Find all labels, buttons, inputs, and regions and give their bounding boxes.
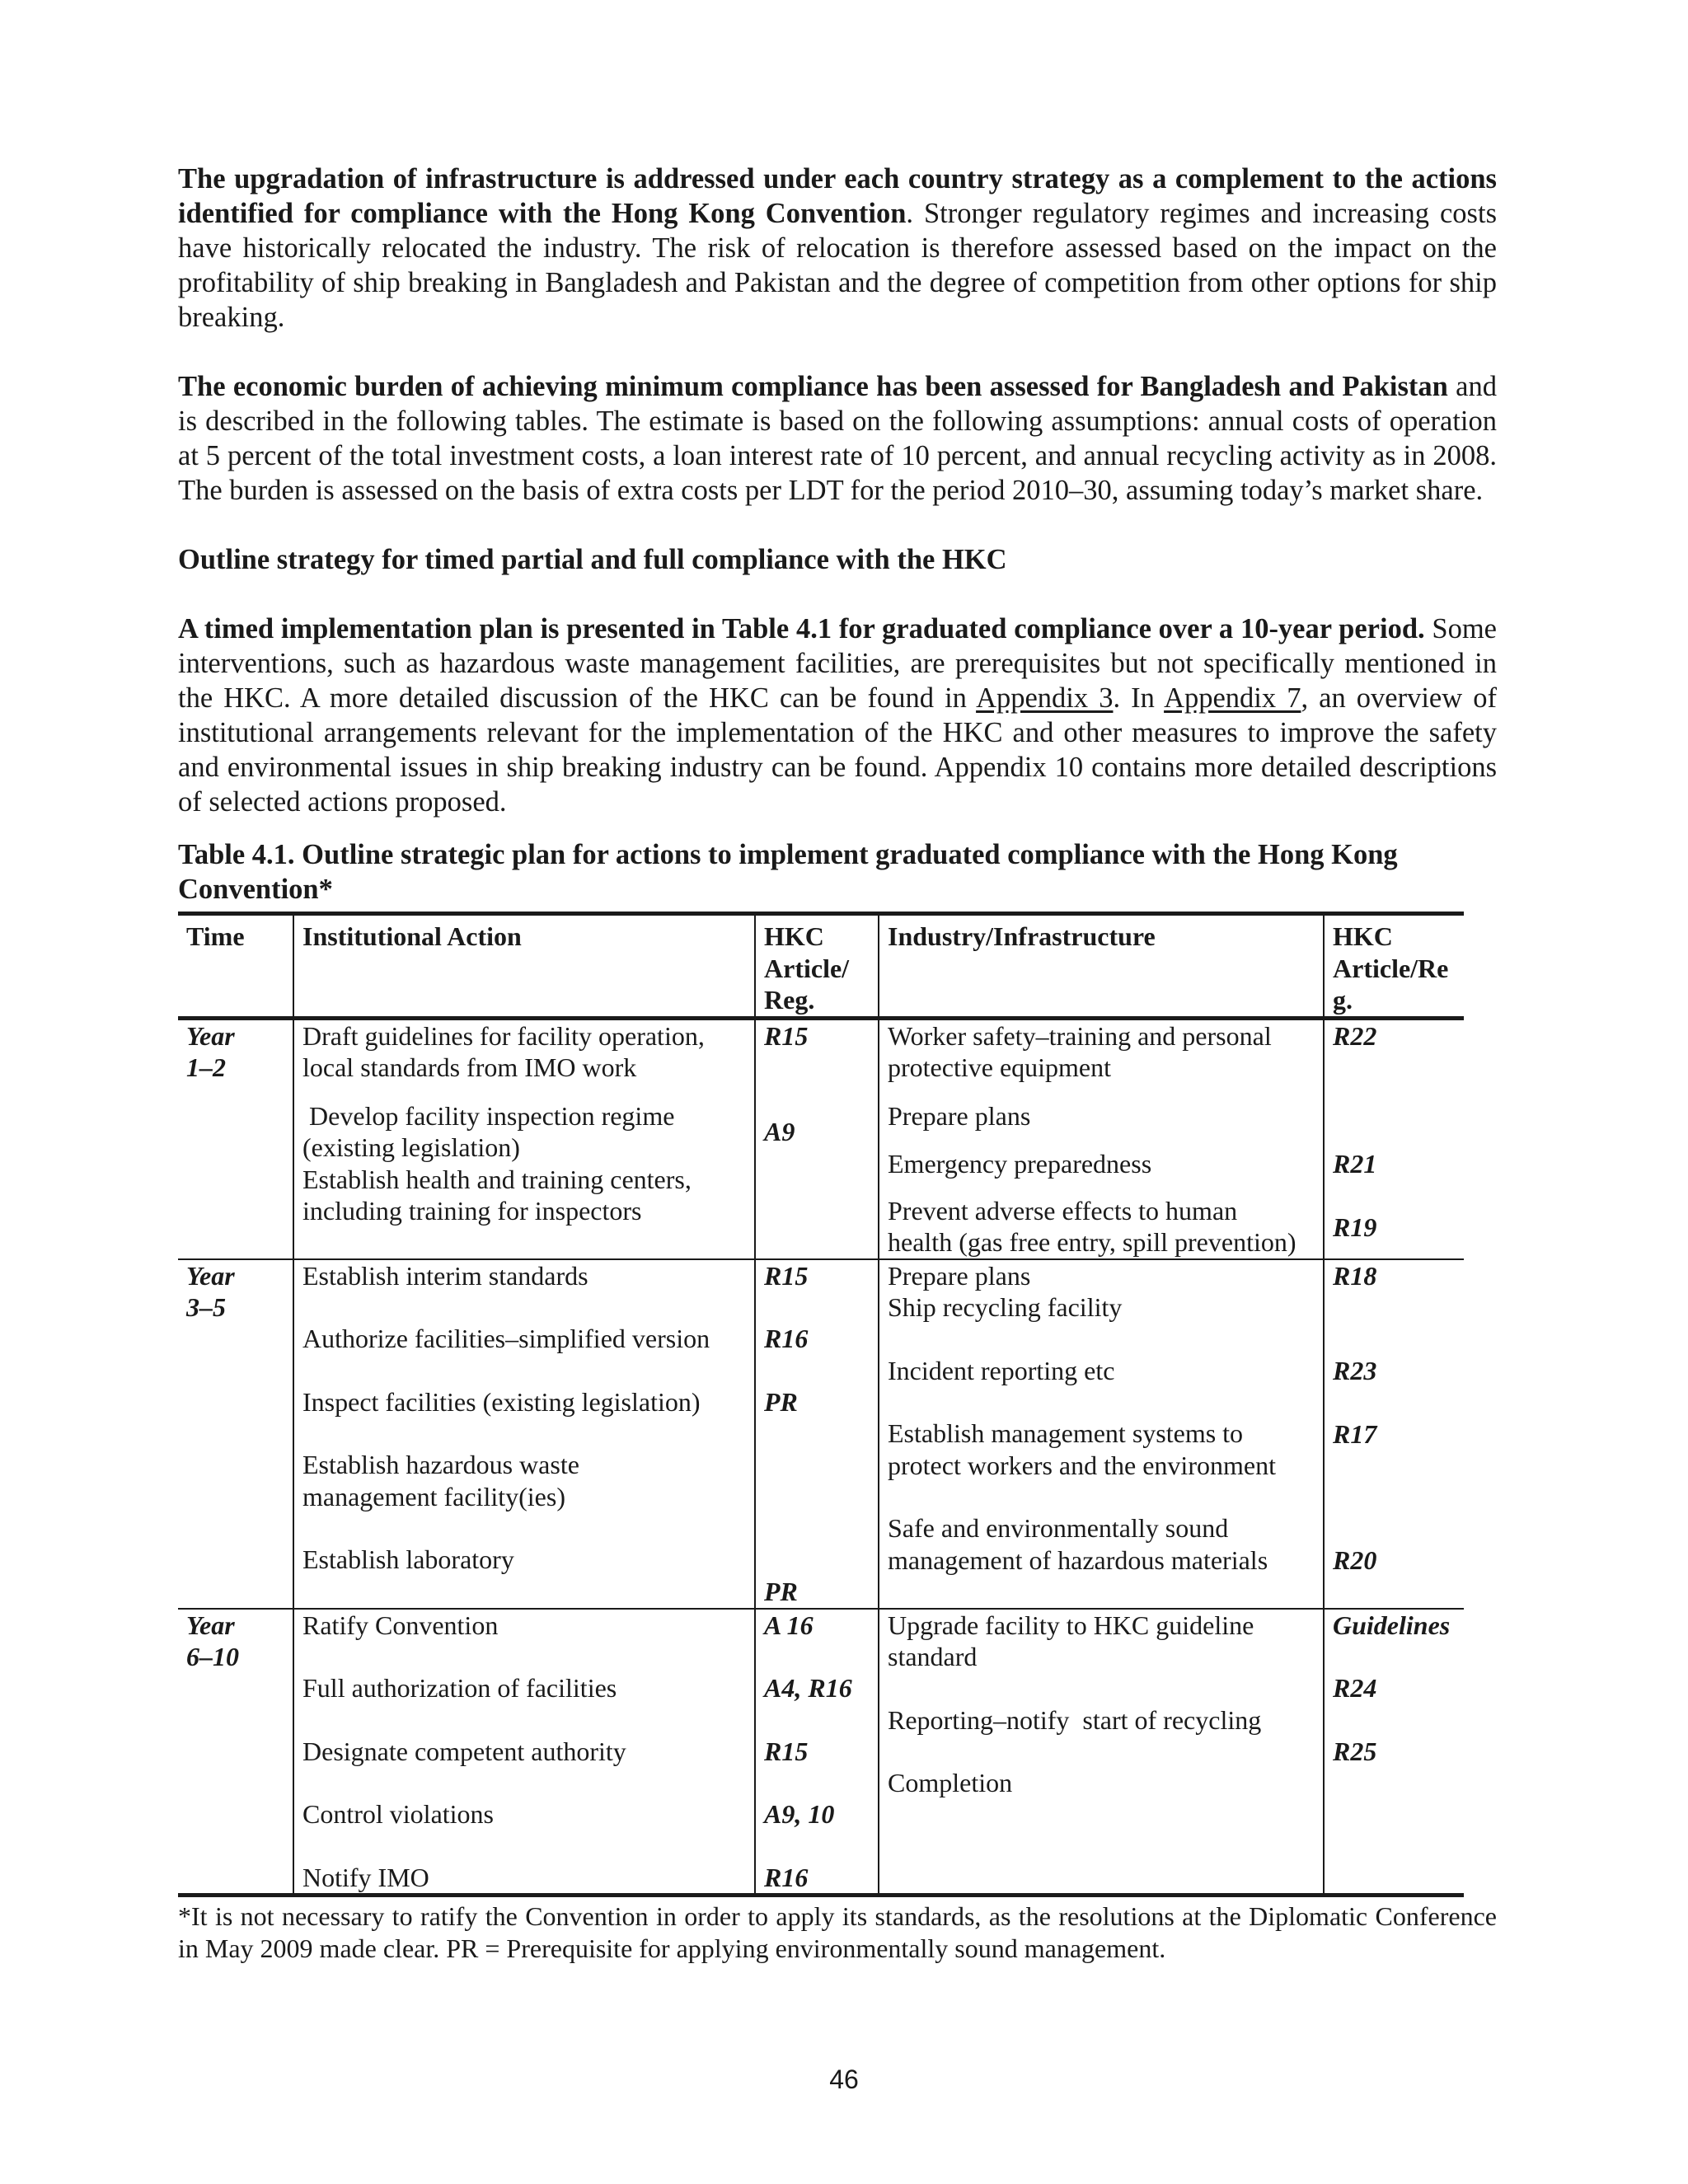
hkc-reference: R17 bbox=[1333, 1418, 1377, 1449]
industry-cell bbox=[879, 1259, 1324, 1609]
hkc-reference: R23 bbox=[1333, 1356, 1377, 1385]
institutional-action: management facility(ies) bbox=[302, 1481, 565, 1511]
table-row bbox=[178, 1259, 1464, 1609]
header-hkc1-line: Reg. bbox=[764, 985, 815, 1015]
industry-action: Emergency preparedness bbox=[888, 1149, 1152, 1179]
institutional-action: including training for inspectors bbox=[302, 1196, 642, 1226]
institutional-action: Develop facility inspection regime bbox=[302, 1100, 675, 1131]
page-number: 46 bbox=[829, 2064, 859, 2094]
page-body bbox=[178, 162, 1497, 1965]
industry-action: protect workers and the environment bbox=[888, 1450, 1276, 1480]
institutional-cell bbox=[293, 1259, 755, 1609]
table-group-year-6-10 bbox=[178, 1609, 1464, 1896]
table-header-row bbox=[178, 914, 1464, 1019]
hkc-ref-cell-2 bbox=[1324, 1259, 1464, 1609]
industry-action: protective equipment bbox=[888, 1052, 1112, 1082]
paragraph-implementation-plan-bold: A timed implementation plan is presented in Table 4.1 for graduated compliance over a 10-year period. bbox=[178, 613, 1425, 644]
hkc-reference: R25 bbox=[1333, 1736, 1377, 1766]
time-range: 1–2 bbox=[186, 1052, 226, 1082]
hkc-reference: R19 bbox=[1333, 1212, 1377, 1242]
header-hkc1-line: HKC bbox=[764, 921, 824, 951]
header-hkc2-line: Article/Re bbox=[1333, 953, 1449, 983]
industry-action: Prepare plans bbox=[888, 1100, 1031, 1131]
hkc-ref-cell bbox=[755, 1259, 879, 1609]
paragraph-implementation-plan-text-a: Some interventions, such as hazardous waste management facilities, are prerequisites but not specifically mentioned in the HKC. A more detailed discussion of the HKC can be found in bbox=[178, 613, 1497, 714]
industry-cell bbox=[879, 1018, 1324, 1259]
header-time: Time bbox=[186, 921, 245, 951]
institutional-action: local standards from IMO work bbox=[302, 1052, 637, 1082]
industry-action: Safe and environmentally sound bbox=[888, 1513, 1229, 1543]
table-row bbox=[178, 1609, 1464, 1896]
header-hkc2-line: g. bbox=[1333, 985, 1353, 1015]
hkc-ref-cell-2 bbox=[1324, 1609, 1464, 1896]
hkc-reference: R15 bbox=[764, 1260, 809, 1291]
hkc-reference: R20 bbox=[1333, 1545, 1377, 1575]
table-footnote: *It is not necessary to ratify the Convention in order to apply its standards, as the resolutions at the Diplomatic Conference in May 2009 made clear. PR = Prerequisite for applying environmentally sound management. bbox=[178, 1901, 1497, 1963]
time-cell bbox=[178, 1609, 293, 1896]
paragraph-upgradation bbox=[178, 162, 1497, 335]
hkc-reference: R21 bbox=[1333, 1149, 1377, 1179]
hkc-reference: R22 bbox=[1333, 1020, 1377, 1051]
table-group-year-3-5 bbox=[178, 1259, 1464, 1609]
hkc-reference: A9 bbox=[764, 1117, 795, 1146]
hkc-reference: A4, R16 bbox=[764, 1673, 852, 1703]
industry-action: Establish management systems to bbox=[888, 1418, 1244, 1448]
hkc-reference: Guidelines bbox=[1333, 1610, 1451, 1640]
industry-action: standard bbox=[888, 1642, 978, 1671]
industry-action: health (gas free entry, spill prevention) bbox=[888, 1227, 1296, 1257]
hkc-reference: R16 bbox=[764, 1324, 809, 1353]
hkc-reference: R16 bbox=[764, 1862, 809, 1892]
header-hkc2-line: HKC bbox=[1333, 921, 1393, 951]
institutional-action: Designate competent authority bbox=[302, 1736, 626, 1766]
time-cell bbox=[178, 1018, 293, 1259]
paragraph-economic-burden bbox=[178, 369, 1497, 508]
institutional-action: Control violations bbox=[302, 1799, 494, 1829]
institutional-action: Establish laboratory bbox=[302, 1544, 514, 1574]
hkc-ref-cell bbox=[755, 1609, 879, 1896]
section-heading-text: Outline strategy for timed partial and full compliance with the HKC bbox=[178, 544, 1007, 575]
appendix-3-link[interactable]: Appendix 3 bbox=[976, 682, 1114, 714]
hkc-reference: R18 bbox=[1333, 1260, 1377, 1291]
institutional-action: Draft guidelines for facility operation, bbox=[302, 1020, 705, 1051]
institutional-action: (existing legislation) bbox=[302, 1132, 520, 1162]
paragraph-economic-burden-bold: The economic burden of achieving minimum compliance has been assessed for Bangladesh and Pakistan bbox=[178, 371, 1448, 402]
industry-cell bbox=[879, 1609, 1324, 1896]
paragraph-implementation-plan bbox=[178, 612, 1497, 819]
institutional-action: Establish interim standards bbox=[302, 1260, 588, 1291]
hkc-reference: PR bbox=[764, 1386, 798, 1417]
hkc-reference: A9, 10 bbox=[764, 1799, 835, 1829]
table-row bbox=[178, 1018, 1464, 1259]
table-caption: Table 4.1. Outline strategic plan for actions to implement graduated compliance with the Hong Kong Convention* bbox=[178, 839, 1398, 905]
institutional-action: Inspect facilities (existing legislation) bbox=[302, 1386, 701, 1417]
header-hkc-article-reg bbox=[755, 914, 879, 1019]
hkc-reference: R15 bbox=[764, 1020, 809, 1051]
header-industry-infrastructure: Industry/Infrastructure bbox=[879, 914, 1324, 1019]
hkc-ref-cell bbox=[755, 1018, 879, 1259]
paragraph-upgradation-text: . Stronger regulatory regimes and increasing costs have historically relocated the industry. The risk of relocation is therefore assessed based on the impact on the profitability of ship breaking in Bangladesh and Pakistan and the degree of competition from other options for ship breaking. bbox=[178, 198, 1497, 333]
strategic-plan-table bbox=[178, 912, 1464, 1897]
industry-action: Ship recycling facility bbox=[888, 1292, 1123, 1322]
hkc-reference: PR bbox=[764, 1577, 798, 1606]
time-range: 3–5 bbox=[186, 1292, 226, 1322]
institutional-action: Full authorization of facilities bbox=[302, 1673, 617, 1703]
section-heading bbox=[178, 542, 1497, 577]
header-institutional-action: Institutional Action bbox=[293, 914, 755, 1019]
industry-action: Worker safety–training and personal bbox=[888, 1020, 1272, 1051]
time-label: Year bbox=[186, 1020, 235, 1051]
paragraph-upgradation-bold: The upgradation of infrastructure is addressed under each country strategy as a complement to the actions identified for compliance with the Hong Kong Convention bbox=[178, 163, 1497, 229]
industry-action: Completion bbox=[888, 1768, 1013, 1797]
time-cell bbox=[178, 1259, 293, 1609]
paragraph-implementation-plan-text-b: . In bbox=[1113, 682, 1165, 714]
header-hkc1-line: Article/ bbox=[764, 953, 850, 983]
institutional-action: Authorize facilities–simplified version bbox=[302, 1324, 710, 1353]
table-group-year-1-2 bbox=[178, 1018, 1464, 1259]
institutional-action: Establish hazardous waste bbox=[302, 1450, 579, 1479]
time-label: Year bbox=[186, 1610, 235, 1640]
paragraph-economic-burden-text: and is described in the following tables. The estimate is based on the following assumptions: annual costs of operation at 5 percent of the total investment costs, a loan interest rate of 10 percent, and annual recycling activity as in 2008. The burden is assessed on the basis of extra costs per LDT for the period 2010–30, assuming today’s market share. bbox=[178, 371, 1497, 506]
industry-action: Upgrade facility to HKC guideline bbox=[888, 1610, 1254, 1640]
industry-action: Prevent adverse effects to human bbox=[888, 1195, 1238, 1226]
time-label: Year bbox=[186, 1260, 235, 1291]
institutional-action: Notify IMO bbox=[302, 1862, 429, 1892]
industry-action: Reporting–notify start of recycling bbox=[888, 1704, 1262, 1735]
hkc-reference: R15 bbox=[764, 1736, 809, 1766]
header-hkc-article-reg-2 bbox=[1324, 914, 1464, 1019]
institutional-cell bbox=[293, 1609, 755, 1896]
industry-action: Incident reporting etc bbox=[888, 1355, 1115, 1385]
institutional-cell bbox=[293, 1018, 755, 1259]
institutional-action: Establish health and training centers, bbox=[302, 1164, 692, 1194]
hkc-ref-cell-2 bbox=[1324, 1018, 1464, 1259]
paragraph-implementation-plan-text-c: , an overview of institutional arrangements relevant for the implementation of the HKC and other measures to improve the safety and environmental issues in ship breaking industry can be found. Appendix 10 contains more detailed descriptions of selected actions proposed. bbox=[178, 682, 1497, 818]
hkc-reference: R24 bbox=[1333, 1673, 1377, 1703]
industry-action: management of hazardous materials bbox=[888, 1544, 1268, 1575]
industry-action: Prepare plans bbox=[888, 1260, 1031, 1291]
time-range: 6–10 bbox=[186, 1642, 239, 1671]
appendix-7-link[interactable]: Appendix 7 bbox=[1164, 682, 1301, 714]
institutional-action: Ratify Convention bbox=[302, 1610, 499, 1640]
hkc-reference: A 16 bbox=[764, 1610, 814, 1640]
